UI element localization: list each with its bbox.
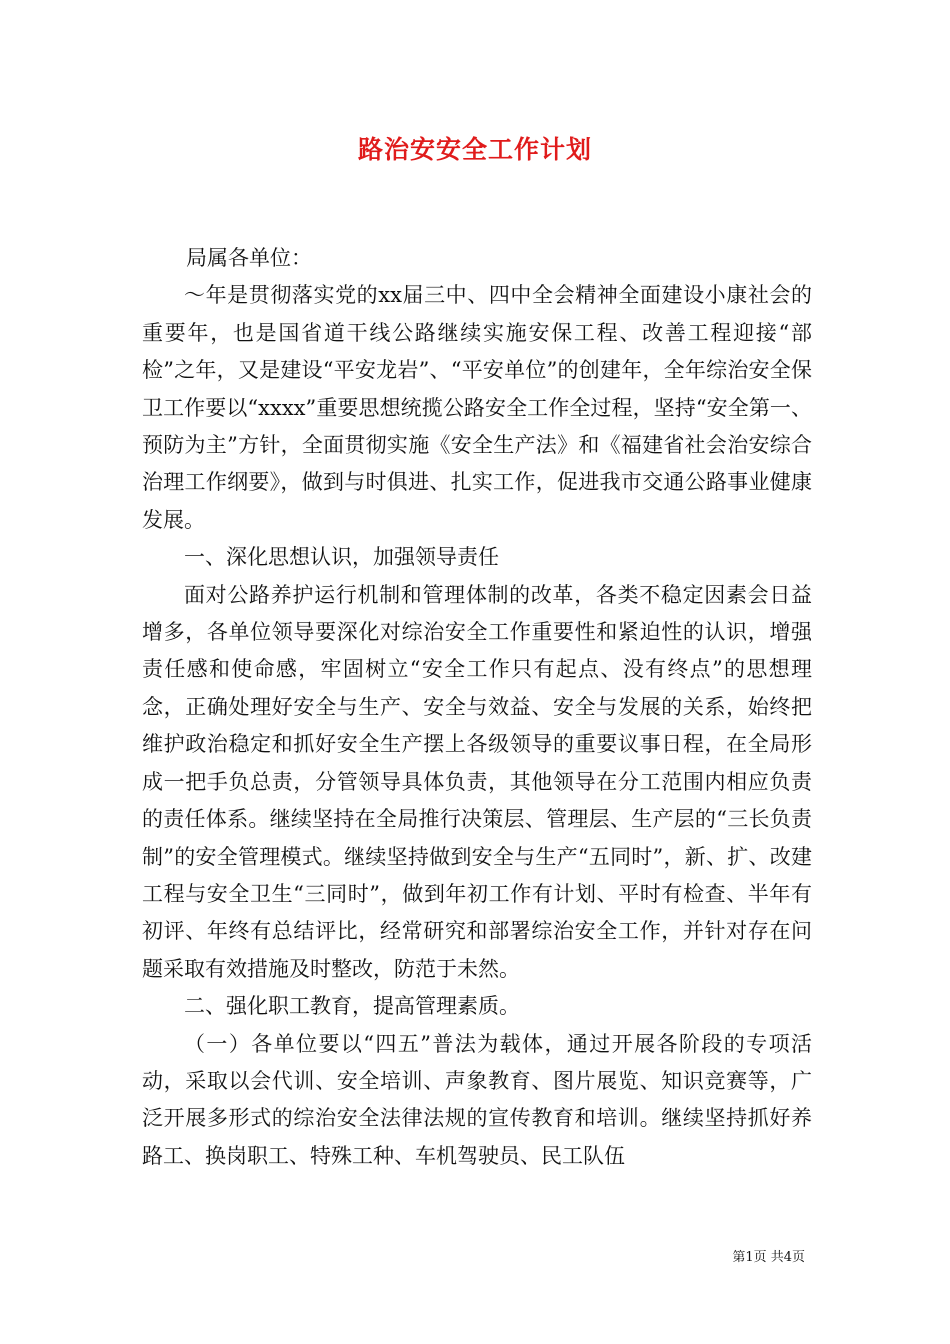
section-heading-2: 二、强化职工教育，提高管理素质。 xyxy=(184,994,520,1019)
paragraph-section-2-1: （一）各单位要以“四五”普法为载体，通过开展各阶段的专项活动，采取以会代训、安全培训、声象教育、图片展览、知识竞赛等，广泛开展多形式的综治安全法律法规的宣传教育和培训。继续坚持抓好养路工、换岗职工、特殊工种、车机驾驶员、民工队伍 xyxy=(142,1031,812,1168)
salutation: 局属各单位： xyxy=(186,246,312,270)
page-number: 第1页 共4页 xyxy=(732,1250,805,1265)
paragraph-section-1: 面对公路养护运行机制和管理体制的改革，各类不稳定因素会日益增多，各单位领导要深化对综治安全工作重要性和紧迫性的认识，增强责任感和使命感，牢固树立“安全工作只有起点、没有终点”的思想理念，正确处理好安全与生产、安全与效益、安全与发展的关系，始终把维护政治稳定和抓好安全生产摆上各级领导的重要议事日程，在全局形成一把手负总责，分管领导具体负责，其他领导在分工范围内相应负责的责任体系。继续坚持在全局推行决策层、管理层、生产层的“三长负责制”的安全管理模式。继续坚持做到安全与生产“五同时”，新、扩、改建工程与安全卫生“三同时”，做到年初工作有计划、平时有检查、半年有初评、年终有总结评比，经常研究和部署综治安全工作，并针对存在问题采取有效措施及时整改，防范于未然。 xyxy=(142,582,812,981)
document-body xyxy=(142,240,812,1175)
document-title: 路治安安全工作计划 xyxy=(357,135,592,164)
section-heading-1: 一、深化思想认识，加强领导责任 xyxy=(184,545,499,570)
paragraph-intro: ～年是贯彻落实党的xx届三中、四中全会精神全面建设小康社会的重要年，也是国省道干线公路继续实施安保工程、改善工程迎接“部检”之年，又是建设“平安龙岩”、“平安单位”的创建年，全年综治安全保卫工作要以“xxxx”重要思想统揽公路安全工作全过程，坚持“安全第一、预防为主”方针，全面贯彻实施《安全生产法》和《福建省社会治安综合治理工作纲要》，做到与时俱进、扎实工作，促进我市交通公路事业健康发展。 xyxy=(142,283,812,532)
